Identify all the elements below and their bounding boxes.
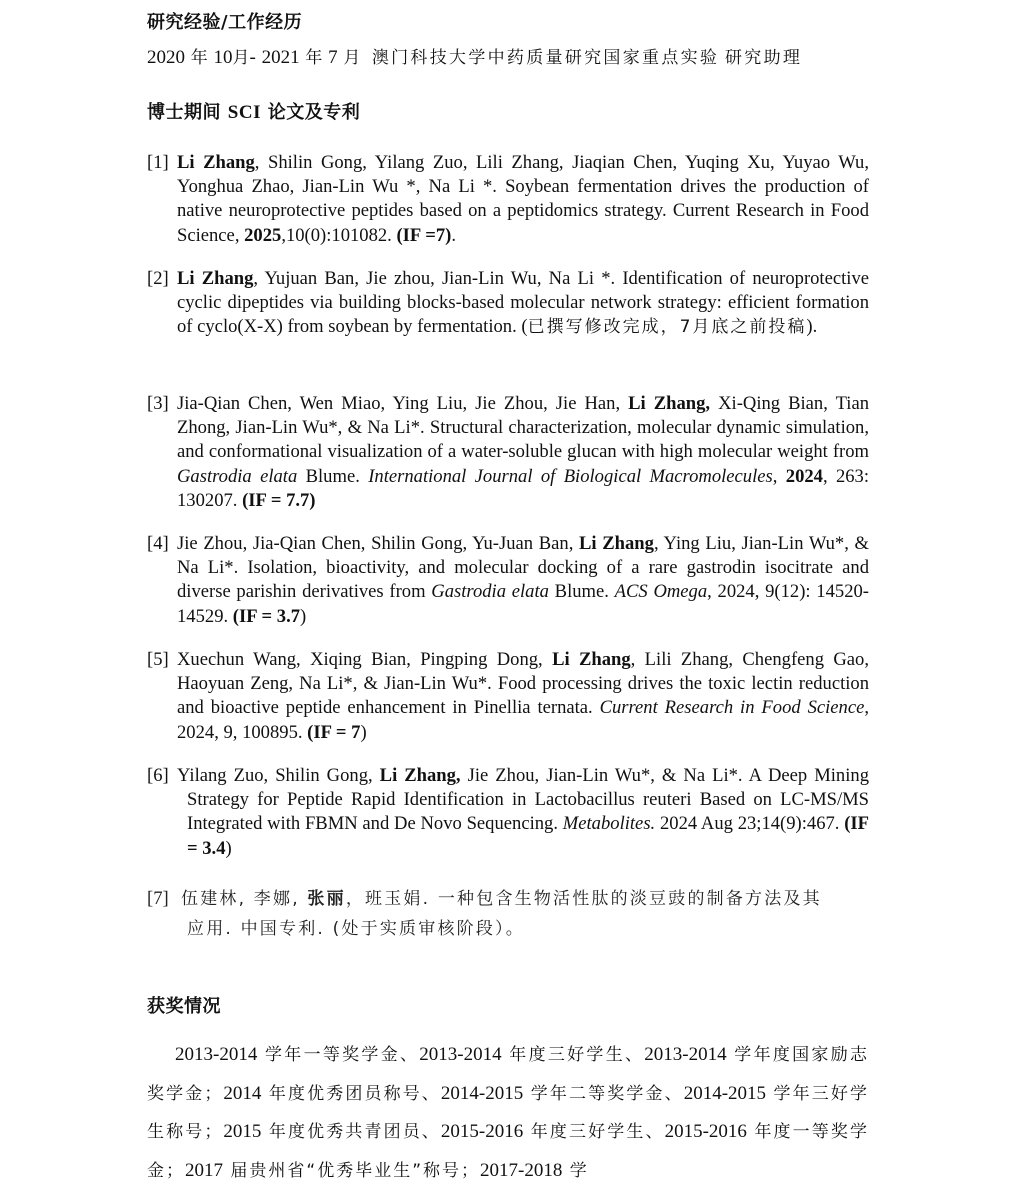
end-year: 2021 (261, 47, 300, 68)
role: 研究助理 (724, 48, 803, 68)
authors: , Lili Zhang, Chengfeng Gao, Haoyuan Zeng, Na Li*, & Jian-Lin Wu*. (177, 649, 869, 695)
authors: Yilang Zuo, Shilin Gong, (177, 765, 380, 787)
impact-close: ) (225, 837, 232, 859)
publication-details: ,10(0):101082. (281, 224, 397, 246)
reference-item (147, 764, 869, 861)
award-year: 2015-2016 (440, 1121, 524, 1142)
end-month: 7 (328, 47, 338, 68)
award-text: 学年三好学生称号； (147, 1083, 870, 1142)
award-text: 年度优秀共青团员、 (261, 1122, 441, 1142)
award-year: 2015 (223, 1121, 262, 1142)
reference-item (147, 532, 869, 629)
highlight-author: Li Zhang (579, 533, 654, 555)
patent-authors: ，班玉娟. (345, 889, 438, 909)
separator: , (772, 465, 786, 487)
publications-heading-prefix: 博士期间 (147, 102, 221, 123)
year-char: 年 (305, 48, 323, 68)
institution: 澳门科技大学中药质量研究国家重点实验 (371, 48, 720, 68)
journal: Current Research in Food Science, (177, 200, 869, 246)
patent-authors: 伍建林, 李娜, (181, 889, 308, 909)
highlight-author: Li Zhang, (379, 765, 461, 787)
award-text: 学 (562, 1160, 589, 1181)
article-title: Identification of neuroprotective cyclic dipeptides via building blocks-based molecular network strategy: efficient formation of cyclo(X-X) from soybean by fermentation. ( (177, 268, 869, 338)
authors: , Yujuan Ban, Jie zhou, Jian-Lin Wu, Na Li *. (253, 268, 623, 290)
journal: ACS Omega (614, 581, 708, 603)
reference-number: [5] (147, 649, 169, 670)
award-year: 2013-2014 (419, 1044, 502, 1065)
impact-factor: (IF = 7 (307, 721, 361, 743)
experience-heading: 研究经验/工作经历 (147, 12, 303, 33)
awards-paragraph (147, 1036, 869, 1190)
start-month: 10 (213, 47, 233, 68)
month-char: 月 (232, 48, 250, 68)
highlight-author: Li Zhang (552, 649, 631, 671)
award-text: 年度一等奖学金； (147, 1122, 870, 1181)
reference-item (147, 267, 869, 340)
publication-details: 2024 Aug 23;14(9):467. (655, 813, 845, 835)
authors: Xuechun Wang, Xiqing Bian, Pingping Dong, (177, 649, 553, 671)
reference-body (177, 267, 869, 340)
impact-factor: (IF = 3.4 (187, 813, 869, 859)
year-char: 年 (190, 48, 208, 68)
publications-heading (147, 98, 360, 124)
impact-close: ) (360, 721, 367, 743)
award-year: 2017 (185, 1159, 223, 1181)
award-text: 学年二等奖学金、 (523, 1083, 684, 1104)
reference-number: [2] (147, 268, 169, 289)
award-year: 2014-2015 (440, 1082, 524, 1104)
awards-text (147, 1036, 869, 1190)
reference-body (177, 648, 869, 745)
species-name: Gastrodia elata (177, 465, 298, 487)
impact-factor: (IF = 7.7) (242, 489, 316, 511)
reference-number: [4] (147, 533, 169, 554)
impact-close: ) (300, 605, 307, 627)
reference-body (177, 532, 869, 629)
award-year: 2014 (223, 1082, 262, 1104)
award-text: 学年度国家励志奖学金； (147, 1045, 869, 1104)
reference-item (147, 648, 869, 745)
start-year: 2020 (147, 47, 185, 68)
highlight-author: Li Zhang (177, 268, 254, 290)
dash: - (249, 47, 256, 68)
reference-body (177, 764, 869, 861)
reference-body (177, 392, 869, 513)
award-text: 学年一等奖学金、 (257, 1045, 420, 1065)
highlight-author: Li Zhang, (628, 393, 711, 415)
authors: , Shilin Gong, Yilang Zuo, Lili Zhang, Jiaqian Chen, Yuqing Xu, Yuyao Wu, Yonghua Zhao, Jian-Lin Wu *, Na Li *. (177, 152, 869, 198)
publication-details: , 263: 130207. (177, 465, 870, 511)
award-text: 年度三好学生、 (523, 1122, 665, 1142)
publications-heading-latin: SCI (227, 102, 261, 123)
reference-item (147, 392, 869, 513)
article-title: Structural characterization, molecular dynamic simulation, and conformational visualization of a water-soluble glucan with high molecular weight from (177, 417, 869, 463)
end-punct: ). (806, 316, 818, 338)
award-year: 2017-2018 (480, 1159, 563, 1181)
awards-heading: 获奖情况 (147, 996, 221, 1017)
species-name: Gastrodia elata (431, 581, 549, 603)
journal: International Journal of Biological Macromolecules (368, 465, 773, 487)
award-year: 2013-2014 (644, 1044, 727, 1065)
impact-factor: (IF = 3.7 (232, 605, 301, 627)
award-text: 年度优秀团员称号、 (261, 1083, 441, 1104)
publications-heading-suffix: 论文及专利 (267, 102, 361, 123)
article-title: Blume. (548, 581, 615, 603)
experience-entry (147, 43, 802, 69)
authors: Jia-Qian Chen, Wen Miao, Ying Liu, Jie Zhou, Jie Han, (177, 393, 629, 415)
award-year: 2015-2016 (664, 1121, 747, 1142)
article-title: Soybean fermentation drives the production of native neuroprotective peptides based on a peptidomics strategy. (177, 176, 869, 222)
impact-factor: (IF =7) (396, 224, 452, 246)
article-title: Blume. (297, 465, 369, 487)
publication-details: , 2024, 9, 100895. (177, 697, 869, 743)
award-text: 年度三好学生、 (501, 1045, 645, 1065)
reference-number: [3] (147, 393, 169, 414)
article-title: Isolation, bioactivity, and molecular docking of a rare gastrodin isocitrate and diverse parishin derivatives from (177, 557, 869, 603)
award-year: 2013-2014 (175, 1044, 258, 1065)
patent-item (147, 884, 869, 944)
end-punct: . (451, 224, 456, 246)
patent-title-continued: 应用. 中国专利. (处于实质审核阶段）。 (187, 919, 525, 939)
reference-item (147, 151, 869, 248)
highlight-author: 张丽 (307, 889, 346, 909)
authors: Jie Zhou, Jian-Lin Wu*, & Na Li*. (460, 765, 749, 787)
publication-year: 2024 (785, 465, 823, 487)
submission-status: 已撰写修改完成，7月底之前投稿 (527, 317, 807, 338)
article-title: Food processing drives the toxic lectin reduction and bioactive peptide enhancement in Pinellia ternata. (177, 673, 869, 719)
reference-number: [6] (147, 765, 169, 786)
reference-number: [7] (147, 888, 169, 909)
award-text: 届贵州省“优秀毕业生”称号； (223, 1160, 481, 1181)
reference-number: [1] (147, 152, 169, 173)
award-year: 2014-2015 (683, 1082, 767, 1104)
month-char: 月 (343, 48, 361, 68)
authors: , Ying Liu, Jian-Lin Wu*, & Na Li*. (177, 533, 869, 579)
authors: Xi-Qing Bian, Tian Zhong, Jian-Lin Wu*, & Na Li*. (177, 393, 869, 439)
journal: Metabolites. (562, 813, 656, 835)
reference-body (177, 151, 869, 248)
publication-details: , 2024, 9(12): 14520-14529. (177, 581, 869, 627)
publication-year: 2025 (244, 224, 282, 246)
authors: Jie Zhou, Jia-Qian Chen, Shilin Gong, Yu-Juan Ban, (177, 533, 580, 555)
patent-title: 一种包含生物活性肽的淡豆豉的制备方法及其 (437, 889, 822, 909)
journal: Current Research in Food Science (599, 697, 865, 719)
highlight-author: Li Zhang (177, 152, 255, 174)
article-title: A Deep Mining Strategy for Peptide Rapid Identification in Lactobacillus reuteri Based on LC-MS/MS Integrated with FBMN and De Novo Sequencing. (187, 765, 869, 835)
